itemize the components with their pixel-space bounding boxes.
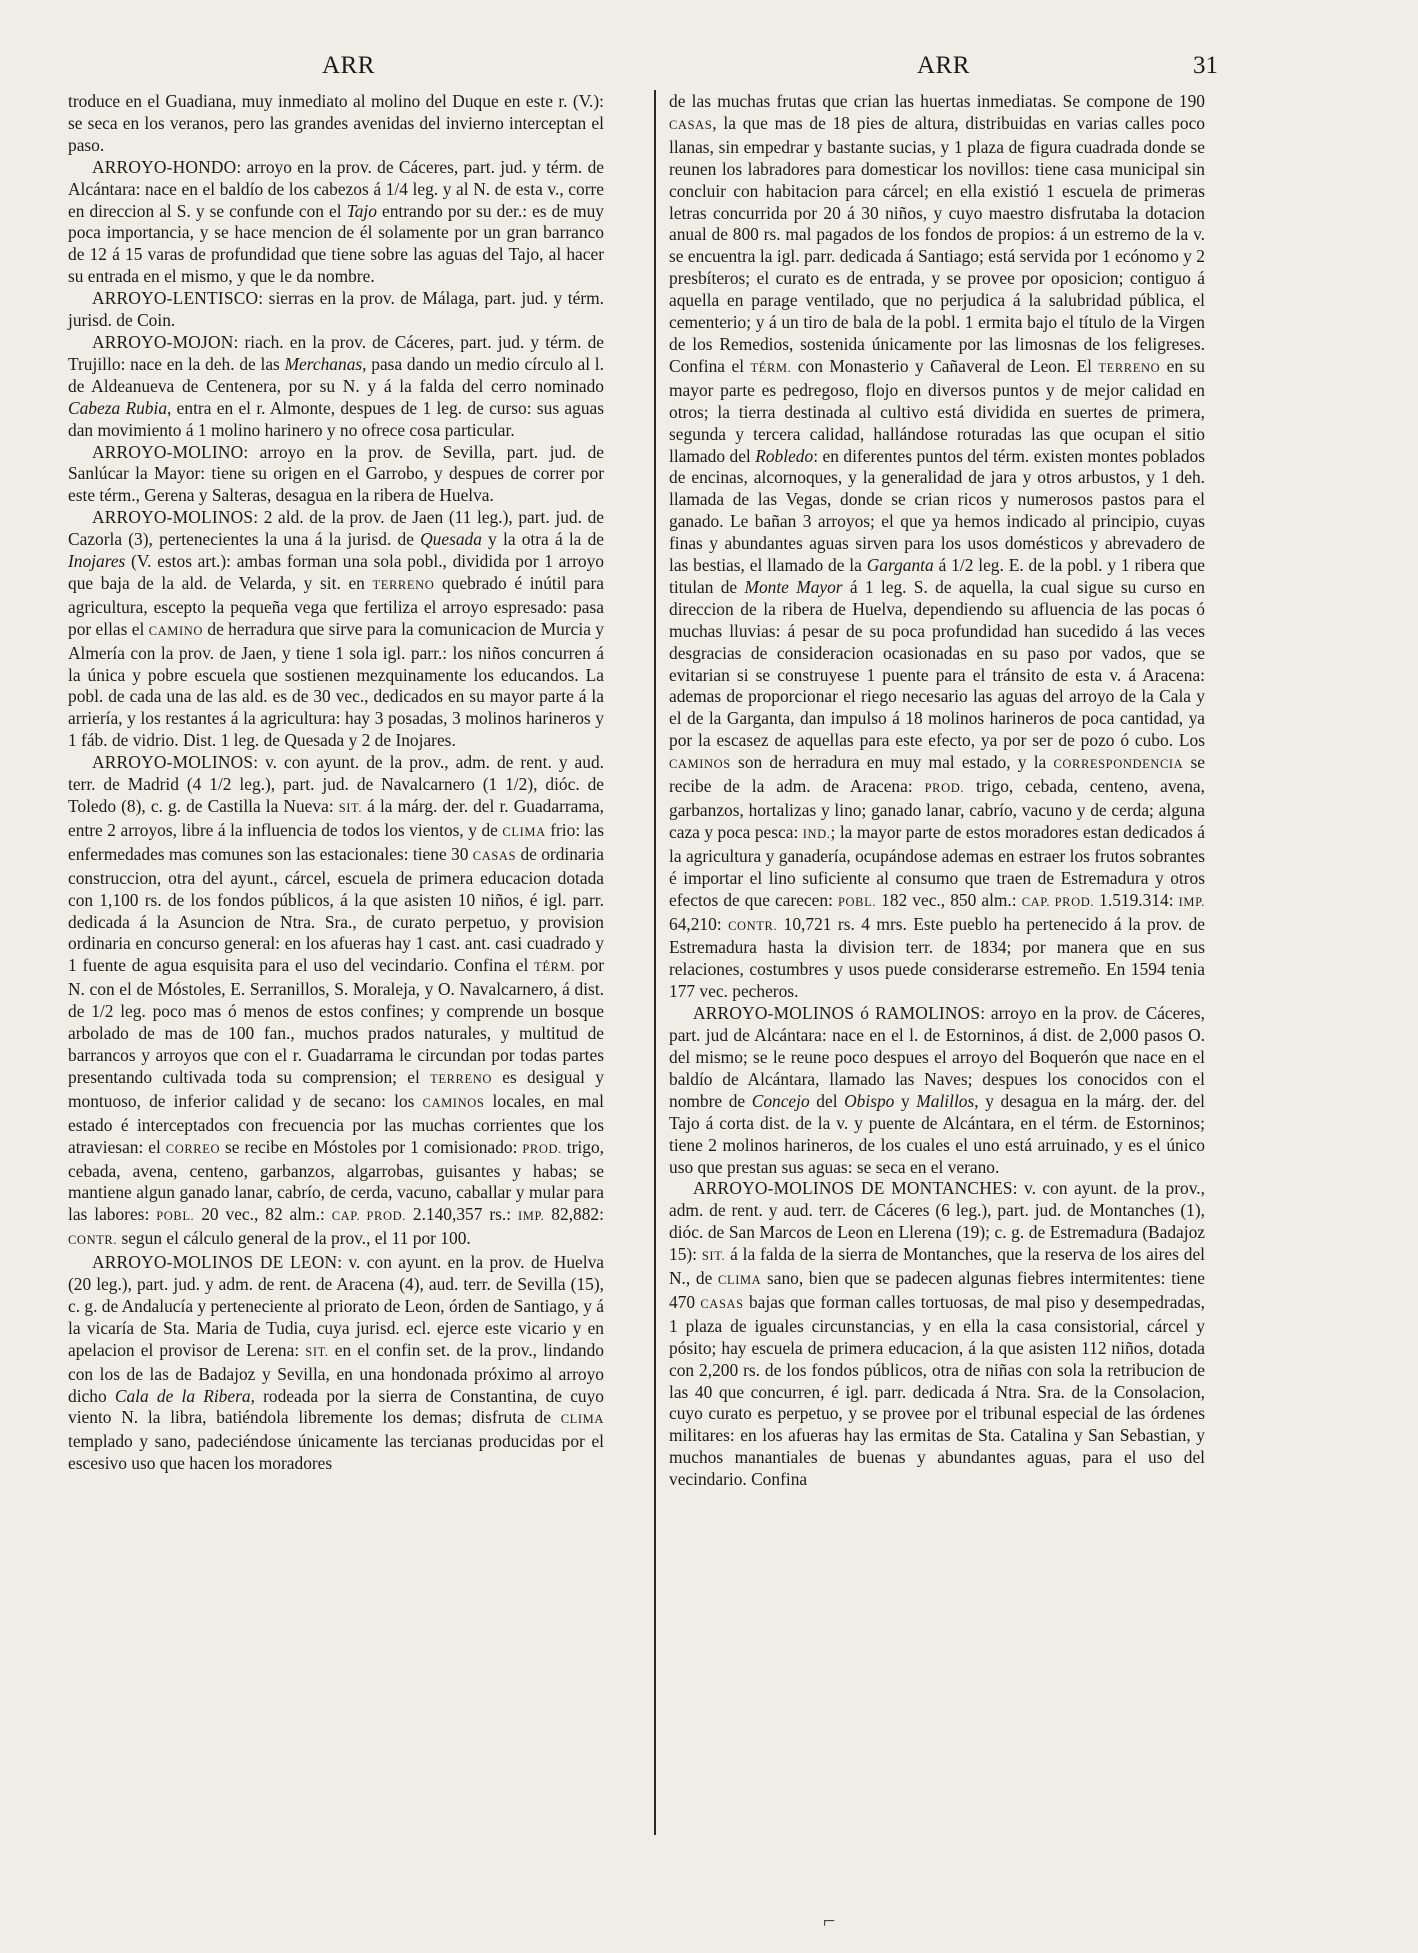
small-caps-term: PROD. <box>522 1141 562 1156</box>
entry-text: 64,210: <box>669 913 729 934</box>
entry-text: templado y sano, padeciéndose únicamente las tercianas producidas por el escesivo uso que hacen los moradores <box>68 1431 604 1474</box>
small-caps-term: TÉRM. <box>534 960 575 975</box>
entry-text: : arroyo en la prov. de Sevilla, part. jud. de Sanlúcar la Mayor: tiene su origen en el Garrobo, y despues de correr por este térm., Gerena y Salteras, desagua en la ribera de Huelva. <box>68 441 604 506</box>
entry-continuation <box>669 91 1205 1003</box>
small-caps-term: CASAS <box>700 1296 744 1311</box>
entry-text: se recibe de la adm. de Aracena: <box>669 752 1205 797</box>
entry-text: : v. con ayunt. de la prov., adm. de rent. y aud. terr. de Madrid (4 1/2 leg.), part. jud. de Navalcarnero (1 1/2), dióc. de Toledo (8), c. g. de Castilla la Nueva: <box>68 752 604 816</box>
small-caps-term: CAMINOS <box>669 757 731 772</box>
entry-text: troduce en el Guadiana, muy inmediato al molino del Duque en este r. (V.): se seca en los veranos, pero las grandes avenidas del invierno interceptan el paso. <box>68 91 604 155</box>
small-caps-term: SIT. <box>338 801 363 815</box>
entry-continuation <box>68 91 604 157</box>
italic-term: Monte Mayor <box>744 576 843 597</box>
small-caps-term: IND. <box>802 826 831 841</box>
small-caps-term: CAP. PROD. <box>331 1209 406 1224</box>
entry-text: 1.519.314: <box>1094 889 1179 910</box>
dictionary-entry <box>68 332 604 442</box>
entry-text: á la falda de la sierra de Montanches, que la reserva de los aires del N., de <box>669 1244 1205 1289</box>
entry-text: (V. estos art.): ambas forman una sola pobl., dividida por 1 arroyo que baja de la ald. de Velarda, y sit. en <box>68 551 604 593</box>
dictionary-entry <box>68 288 604 332</box>
small-caps-term: CLIMA <box>718 1273 762 1288</box>
running-head-left: ARR <box>322 52 375 79</box>
dictionary-entry <box>68 157 604 288</box>
entry-text: á 1 leg. S. de aquella, la cual sigue su curso en direccion de la ribera de Huelva, dependiendo su afluencia de las pocas ó muchas lluvias: á pesar de su poca profundidad han sucedido á las veces desgracias de consideracion ocasionadas en su paso por vados, que se evitarian si se construyese 1 puente para el tránsito de esta v. á Aracena: ademas de proporcionar el riego necesario las aguas del arroyo de la Cala y el de la Garganta, dan impulso á 18 molinos harineros de poca cantidad, ya por la escasez de aquellas para este efecto, ya por ser de pozo ó cubo. Los <box>669 576 1206 751</box>
entry-text: 20 vec., 82 alm.: <box>194 1204 332 1225</box>
entry-text: entrando por su der.: es de muy poca importancia, y se hace mencion de él solamente por un gran barranco de 12 á 15 varas de profundidad que tiene sobre las aguas del Tajo, al hacer su entrada en el mismo, y que le da nombre. <box>68 200 604 287</box>
column-divider <box>654 90 656 1835</box>
entry-text: por N. con el de Móstoles, E. Serranillos, S. Moraleja, y O. Navalcarnero, á dist. de 1/2 leg. poco mas ó menos de estos confines; y comprende un bosque arbolado de mas de 100 fan., muchos prados naturales, y multitud de barrancos y arroyos que con el r. Guadarrama le circundan por todas partes presentando cultivada toda su comprension; el <box>68 955 604 1087</box>
small-caps-term: SIT. <box>305 1344 329 1359</box>
small-caps-term: CLIMA <box>560 1412 604 1427</box>
small-caps-term: POBL. <box>837 894 877 909</box>
italic-term: Malillos <box>916 1090 975 1111</box>
small-caps-term: TERRENO <box>1098 360 1161 375</box>
small-caps-term: CORRESPONDENCIA <box>1053 757 1184 772</box>
italic-term: Inojares <box>68 551 126 572</box>
italic-term: Merchanas <box>284 353 363 374</box>
italic-term: Garganta <box>866 555 934 576</box>
entry-headword: ARROYO-MOJON <box>92 331 234 352</box>
entry-text: , la que mas de 18 pies de altura, distribuidas en varias calles poco llanas, sin empedrar y bastante sucias, y 1 plaza de figura cuadrada donde se reunen los labradores para domesticar los novillos: tiene casa municipal sin concluir con habitacion para cárcel; en ella existió 1 escuela de primeras letras concurrida por 20 á 30 niños, y cuyo maestro disfrutaba la dotacion anual de 800 rs. mal pagados de los fondos de propios: á un estremo de la v. se encuentra la igl. parr. dedicada á Santiago; está servida por 1 ecónomo y 2 presbíteros; el curato es de entrada, y se provee por oposicion; contiguo á aquella en parage ventilado, que no perjudica á la salubridad pública, el cementerio; y á un tiro de bala de la pobl. 1 ermita bajo el título de la Virgen de los Remedios, sostenida únicamente por las limosnas de los feligreses. Confina el <box>669 112 1205 376</box>
small-caps-term: TERRENO <box>372 577 435 592</box>
entry-text: es desigual y montuoso, de inferior calidad y de secano: los <box>68 1066 604 1111</box>
entry-headword: ARROYO-MOLINOS <box>92 507 254 528</box>
page-number: 31 <box>1193 52 1218 79</box>
small-caps-term: CONTR. <box>728 918 778 933</box>
entry-text: : v. con ayunt. en la prov. de Huelva (20 leg.), part. jud. y adm. de rent. de Aracena (4), aud. terr. de Sevilla (15), c. g. de Andalucía y perteneciente al priorato de Leon, órden de Santiago, y á la vicaría de Sta. Maria de Tudia, cuya jurisd. ecl. ejerce este vicario y en apelacion el provisor de Lerena: <box>68 1252 605 1360</box>
entry-text: trigo, cebada, centeno, avena, garbanzos, hortalizas y lino; ganado lanar, cabrío, vacuno y de cerda; alguna caza y poca pesca: <box>669 776 1206 842</box>
dictionary-entry <box>68 752 604 1252</box>
dictionary-entry <box>68 507 604 752</box>
entry-text: con Monasterio y Cañaveral de Leon. El <box>791 355 1099 376</box>
small-caps-term: CONTR. <box>68 1233 118 1248</box>
dictionary-entry <box>68 442 604 508</box>
entry-headword: ARROYO-MOLINOS ó RAMOLINOS <box>693 1003 981 1024</box>
entry-text: sano, bien que se padecen algunas fiebres intermitentes: tiene 470 <box>669 1268 1205 1312</box>
small-caps-term: CORREO <box>165 1141 221 1156</box>
entry-text: á 1/2 leg. E. de la pobl. y 1 ribera que titulan de <box>669 555 1205 597</box>
small-caps-term: SIT. <box>701 1249 726 1264</box>
entry-headword: ARROYO-HONDO <box>92 156 237 177</box>
entry-text: , pasa dando un medio círculo al l. de Aldeanueva de Centenera, por su N. y á la falda del cerro nominado <box>68 353 604 396</box>
entry-text: del <box>809 1090 845 1111</box>
entry-text: : sierras en la prov. de Málaga, part. jud. y térm. jurisd. de Coin. <box>68 288 604 331</box>
dictionary-entry <box>669 1003 1205 1178</box>
small-caps-term: IMP. <box>518 1209 545 1224</box>
entry-text: , rodeada por la sierra de Constantina, de cuyo viento N. la libra, batiéndola libremente los demas; disfruta de <box>68 1385 605 1428</box>
running-head-right: ARR <box>917 52 970 79</box>
entry-text: en el confin set. de la prov., lindando con los de las de Badajoz y Sevilla, en una hondonada próximo al arroyo dicho <box>68 1339 605 1406</box>
entry-headword: ARROYO-MOLINOS DE LEON <box>92 1252 338 1273</box>
entry-text: , y desagua en la márg. der. del Tajo á corta dist. de la v. y puente de Alcántara, en el térm. de Estorninos; tiene 2 molinos harineros, de los cuales el uno está arruinado, y es el único uso que prestan sus aguas: se seca en el verano. <box>669 1090 1206 1177</box>
small-caps-term: CASAS <box>669 117 713 132</box>
entry-text: : 2 ald. de la prov. de Jaen (11 leg.), part. jud. de Cazorla (3), pertenecientes la una á la jurisd. de <box>68 507 604 550</box>
entry-text: bajas que forman calles tortuosas, de mal piso y desempedradas, 1 plaza de iguales circunstancias, y en ella la casa consistorial, cárcel y pósito; hay escuela de primera educacion, á la que asisten 112 niños, dotada con 2,200 rs. de los fondos públicos, otra de niñas con sola la retribucion de las 40 que concurren, é igl. parr. dedicada á Ntra. Sra. de la Consolacion, cuyo curato es perpetuo, y se provee por el tribunal especial de las órdenes militares: en los afueras hay las ermitas de Sta. Catalina y San Sebastian, y muchos manantiales de buenas y abundantes aguas, para el uso del vecindario. Confina <box>669 1291 1205 1490</box>
entry-text: trigo, cebada, avena, centeno, garbanzos, algarrobas, guisantes y habas; se mantiene algun ganado lanar, cabrío, de cerda, vacuno, caballar y mular para las labores: <box>68 1136 604 1225</box>
small-caps-term: PROD. <box>924 781 965 796</box>
entry-text: frio: las enfermedades mas comunes son las estacionales: tiene 30 <box>68 819 604 864</box>
entry-text: 10,721 rs. 4 mrs. Este pueblo ha pertenecido á la prov. de Estremadura hasta la division terr. de 1834; por manera que en sus relaciones, costumbres y usos puede considerarse estremeño. En 1594 tenia 177 vec. pecheros. <box>669 913 1205 1002</box>
entry-headword: ARROYO-MOLINOS DE MONTANCHES <box>693 1178 1013 1199</box>
italic-term: Quesada <box>420 529 482 550</box>
entry-text: á la márg. der. del r. Guadarrama, entre 2 arroyos, libre á la influencia de todos los vientos, y de <box>68 796 604 840</box>
entry-headword: ARROYO-MOLINOS <box>92 752 254 773</box>
ink-mark: ⌐ <box>823 1908 836 1933</box>
italic-term: Cabeza Rubia <box>68 397 168 418</box>
entry-text: de ordinaria construccion, otra del ayunt., cárcel, escuela de primera educacion dotada con 1,100 rs. de los fondos públicos, á la que asisten 10 niños, é igl. parr. dedicada á la Asuncion de Ntra. Sra., de curato perpetuo, y provision ordinaria en concurso general: en los afueras hay 1 cast. ant. casi cuadrado y 1 fuente de agua esquisita para el uso del vecindario. Confina el <box>68 843 604 976</box>
right-text-column <box>669 91 1205 1491</box>
entry-text: en su mayor parte es pedregoso, flojo en diversos puntos y de mejor calidad en otros; la tierra destinada al cultivo está dividida en suertes de primera, segunda y tercera calidad, hallándose roturadas las que ocupan el sitio llamado del <box>669 355 1206 466</box>
entry-text: son de herradura en muy mal estado, y la <box>730 752 1054 773</box>
italic-term: Concejo <box>751 1090 810 1111</box>
entry-text: , entra en el r. Almonte, despues de 1 leg. de curso: sus aguas dan movimiento á 1 molino harinero y no ofrece cosa particular. <box>68 397 605 440</box>
small-caps-term: POBL. <box>156 1209 195 1224</box>
small-caps-term: CAMINOS <box>422 1095 485 1110</box>
italic-term: Robledo <box>755 445 814 466</box>
italic-term: Obispo <box>844 1090 895 1111</box>
italic-term: Cala de la Ribera <box>114 1385 251 1406</box>
entry-text: : riach. en la prov. de Cáceres, part. jud. y térm. de Trujillo: nace en la deh. de las <box>68 331 604 374</box>
dictionary-entry <box>68 1252 604 1475</box>
entry-text: de herradura que sirve para la comunicacion de Murcia y Almería con la prov. de Jaen, y tiene 1 sola igl. parr.: los niños concurren á la única y pobre escuela que sostienen mezquinamente los educandos. La pobl. de cada una de las ald. es de 30 vec., dedicados en su mayor parte á la arriería, y los restantes á la agricultura: hay 3 posadas, 3 molinos harineros y 1 fáb. de vidrio. Dist. 1 leg. de Quesada y 2 de Inojares. <box>68 618 604 751</box>
entry-text: 2.140,357 rs.: <box>405 1204 519 1225</box>
entry-headword: ARROYO-LENTISCO <box>92 288 259 309</box>
entry-text: y <box>894 1090 917 1111</box>
entry-text: ; la mayor parte de estos moradores estan dedicados á la agricultura y ganadería, ocupándose ademas en estraer los frutos sobrantes é importar el lino suficiente al consumo que traen de Estremadura y otros efectos de que carecen: <box>669 821 1205 910</box>
entry-text: locales, en mal estado é interceptados con frecuencia por las muchas corrientes que los atraviesan: el <box>68 1090 604 1157</box>
entry-text: 82,882: <box>544 1204 604 1225</box>
entry-text: de las muchas frutas que crian las huertas inmediatas. Se compone de 190 <box>669 91 1205 111</box>
entry-text: : v. con ayunt. de la prov., adm. de rent. y aud. terr. de Cáceres (6 leg.), part. jud. de Montanches (1), dióc. de San Marcos de Leon en Llerena (19); c. g. de Estremadura (Badajoz 15): <box>669 1178 1205 1265</box>
entry-text: segun el cálculo general de la prov., el 11 por 100. <box>117 1228 471 1249</box>
dictionary-entry <box>669 1178 1205 1491</box>
small-caps-term: TERRENO <box>430 1071 492 1086</box>
small-caps-term: CAMINO <box>148 623 204 638</box>
left-text-column <box>68 91 604 1475</box>
small-caps-term: CASAS <box>472 848 517 863</box>
entry-headword: ARROYO-MOLINO <box>92 441 244 462</box>
entry-text: y la otra á la de <box>481 529 604 550</box>
entry-text: : arroyo en la prov. de Cáceres, part. jud de Alcántara: nace en el l. de Estorninos, á dist. de 2,000 pasos O. del mismo; se le reune poco despues el arroyo del Boquerón que nace en el baldío de Alcántara, llamado las Naves; despues los conocidos con el nombre de <box>669 1003 1205 1111</box>
small-caps-term: TÉRM. <box>750 360 792 375</box>
small-caps-term: IMP. <box>1178 894 1206 909</box>
entry-text: : en diferentes puntos del térm. existen montes poblados de encinas, alcornoques, y la generalidad de jara y otros arbustos, y 1 deh. llamada de las Vegas, donde se crian ricos y numerosos pastos para el ganado. Le bañan 3 arroyos; el que ya hemos indicado al principio, cuyas finas y abundantes aguas sirven para los usos domésticos y abrevadero de las bestias, el llamado de la <box>669 445 1205 576</box>
entry-text: 182 vec., 850 alm.: <box>876 889 1022 910</box>
entry-text: : arroyo en la prov. de Cáceres, part. jud. y térm. de Alcántara: nace en el baldío de los cabezos á 1/4 leg. y al N. de esta v., corre en direccion al S. y se confunde con el <box>68 156 604 221</box>
small-caps-term: CAP. PROD. <box>1021 894 1095 909</box>
entry-text: quebrado é inútil para agricultura, escepto la pequeña vega que fertiliza el arroyo espresado: pasa por ellas el <box>68 572 604 639</box>
small-caps-term: CLIMA <box>502 824 546 839</box>
entry-text: se recibe en Móstoles por 1 comisionado: <box>220 1136 523 1157</box>
italic-term: Tajo <box>346 200 377 221</box>
